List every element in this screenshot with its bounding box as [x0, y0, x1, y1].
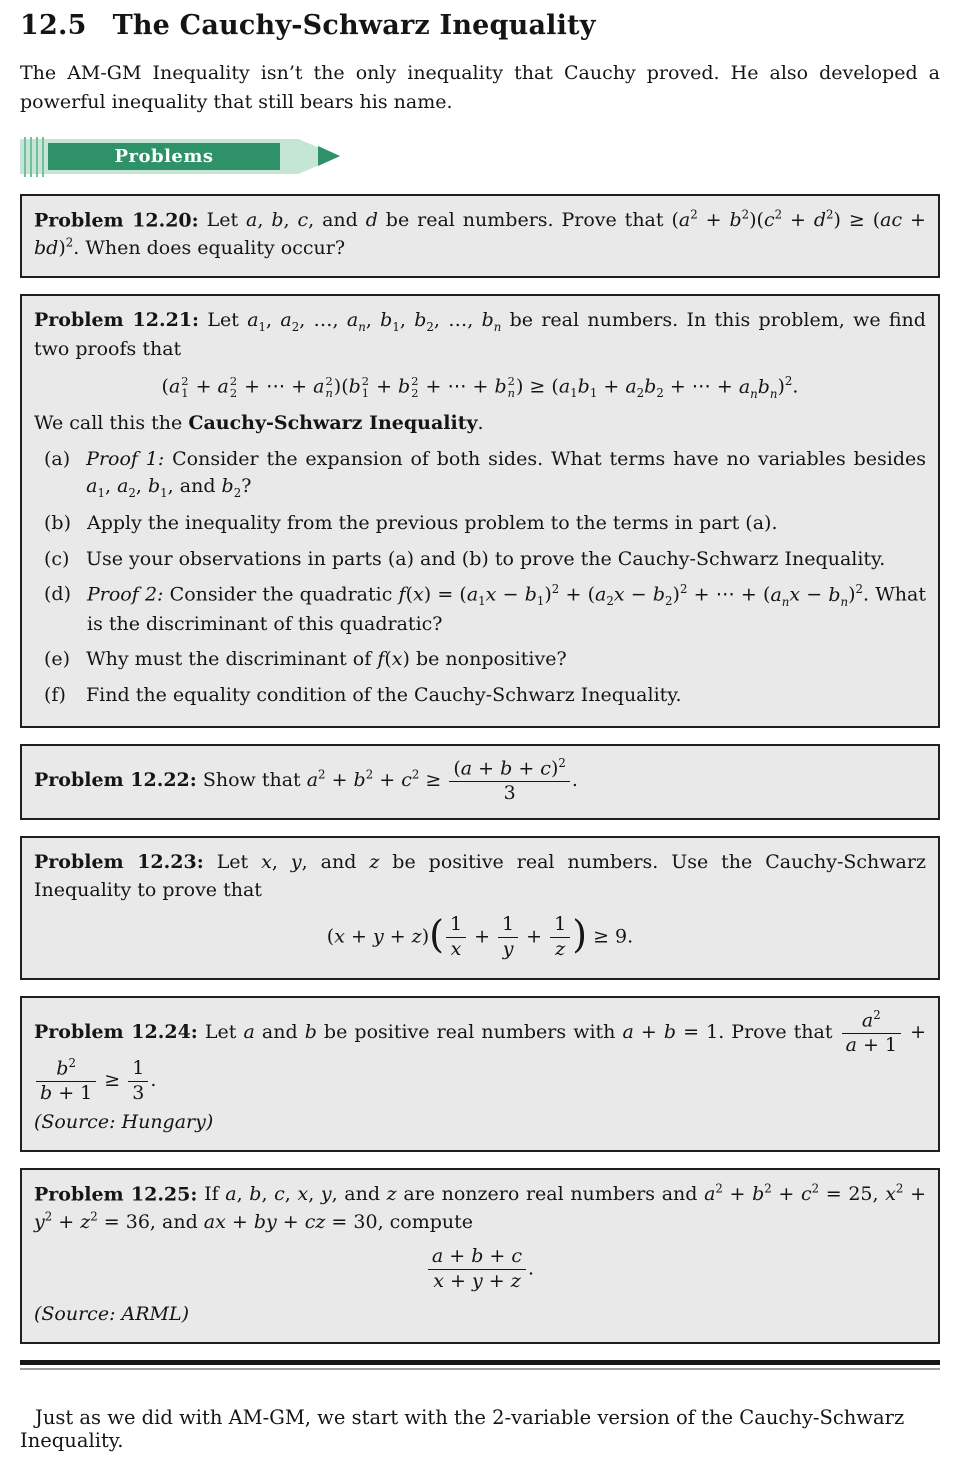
part-text: Use your observations in parts (a) and (b) to prove the Cauchy-Schwarz Inequality. [86, 547, 886, 570]
problem-body: If a, b, c, x, y, and z are nonzero real numbers and $a^2 + b^2 + c^2 = 25$, $x^2 + y^2 + z^2 = 36$, and ax + by + cz = 30, compute [34, 1181, 926, 1233]
problem-source: (Source: ARML) [34, 1303, 190, 1326]
section-heading [20, 10, 940, 41]
problem-statement [34, 757, 926, 805]
section-title: The Cauchy-Schwarz Inequality [112, 10, 596, 41]
problem-box-12-21 [20, 294, 940, 729]
pencil-stripe-icon [30, 137, 32, 177]
problem-label: Problem 12.24: [34, 1021, 198, 1044]
problem-statement [34, 1181, 926, 1237]
problem-box-12-24 [20, 996, 940, 1152]
display-equation: $\frac{a + b + c}{x + y + z}$ . [34, 1246, 926, 1293]
part-label: (a) [44, 447, 71, 470]
part-item-a [44, 446, 926, 502]
problem-body: Let a and b be positive real numbers with a + b = 1. Prove that $\frac{a^2}{a + 1}$ + $\frac{b^2}{b + 1}$ ≥ $\frac{1}{3}$ . [34, 1021, 926, 1091]
display-equation: (a 2 1 + a 2 2 + ⋯ + a 2 n )(b 2 1 + b 2 2 + ⋯ + b 2 n ) ≥ ($a_1b_1 + a_2b_2$ + ⋯ + $a_nb_n)^2$. [161, 374, 799, 401]
problem-statement [34, 207, 926, 263]
part-text: Apply the inequality from the previous problem to the terms in part (a). [87, 512, 778, 535]
part-item-c [44, 546, 926, 574]
problem-statement [34, 307, 926, 363]
part-item-f [44, 682, 926, 710]
part-label: (b) [44, 512, 71, 535]
problems-banner [20, 136, 360, 178]
section-divider-rule-thick [20, 1360, 940, 1365]
part-item-e [44, 646, 926, 674]
problem-source: (Source: Hungary) [34, 1111, 214, 1134]
problem-label: Problem 12.25: [34, 1182, 198, 1205]
problem-note: We call this the Cauchy-Schwarz Inequality. [34, 412, 484, 435]
part-label: (d) [44, 583, 71, 606]
problem-body: Let x, y, and z be positive real numbers. Use the Cauchy-Schwarz Inequality to prove that [34, 851, 926, 901]
pencil-tip-icon [318, 146, 340, 166]
problem-box-12-25 [20, 1168, 940, 1344]
problem-statement [34, 849, 926, 904]
problem-box-12-22 [20, 744, 940, 820]
pencil-stripe-icon [24, 137, 26, 177]
closing-paragraph: Just as we did with AM-GM, we start with the 2-variable version of the Cauchy-Schwarz Inequality. [20, 1405, 905, 1452]
section-divider-rule-thin [20, 1368, 940, 1370]
part-text: Proof 2: Consider the quadratic $f(x) = (a_1x - b_1)^2 + (a_2x - b_2)^2$ + ⋯ + $(a_nx - b_n)^2$. What is the discriminant of this quadratic? [87, 582, 927, 635]
part-text: Proof 1: Consider the expansion of both sides. What terms have no variables besides $a_1$, $a_2$, $b_1$, and $b_2$? [86, 447, 926, 501]
problem-body: Let $a_1$, $a_2$, …, $a_n$, $b_1$, $b_2$, …, $b_n$ be real numbers. In this problem, we find two proofs that [34, 308, 926, 360]
problem-label: Problem 12.20: [34, 209, 199, 232]
problem-body: Let a, b, c, and d be real numbers. Prove that $(a^2 + b^2)(c^2 + d^2) \ge (ac + bd)^2$. When does equality occur? [34, 208, 926, 260]
problem-statement [34, 1009, 926, 1105]
problem-box-12-20 [20, 194, 940, 278]
intro-paragraph: The AM-GM Inequality isn’t the only inequality that Cauchy proved. He also developed a powerful inequality that still bears his name. [20, 62, 940, 113]
problem-box-12-23 [20, 836, 940, 980]
pencil-stripe-icon [36, 137, 38, 177]
problems-banner-label: Problems [48, 143, 280, 170]
problem-label: Problem 12.21: [34, 308, 200, 331]
problem-label: Problem 12.23: [34, 851, 204, 874]
section-number: 12.5 [20, 10, 87, 41]
problem-label: Problem 12.22: [34, 769, 197, 792]
part-text: Why must the discriminant of f(x) be nonpositive? [86, 648, 567, 671]
part-label: (e) [44, 648, 71, 671]
part-label: (f) [44, 683, 66, 706]
part-item-d [44, 581, 926, 638]
pencil-stripe-icon [42, 137, 44, 177]
problem-body: Show that $a^2 + b^2 + c^2$ ≥ $\frac{(a + b + c)^2}{3}$ . [202, 756, 578, 805]
part-item-b [44, 510, 926, 538]
part-label: (c) [44, 547, 70, 570]
display-equation: (x + y + z)( $\frac{1}{x}$ + $\frac{1}{y}$ + $\frac{1}{z}$ ) ≥ 9. [326, 913, 634, 961]
part-text: Find the equality condition of the Cauchy-Schwarz Inequality. [86, 683, 682, 706]
